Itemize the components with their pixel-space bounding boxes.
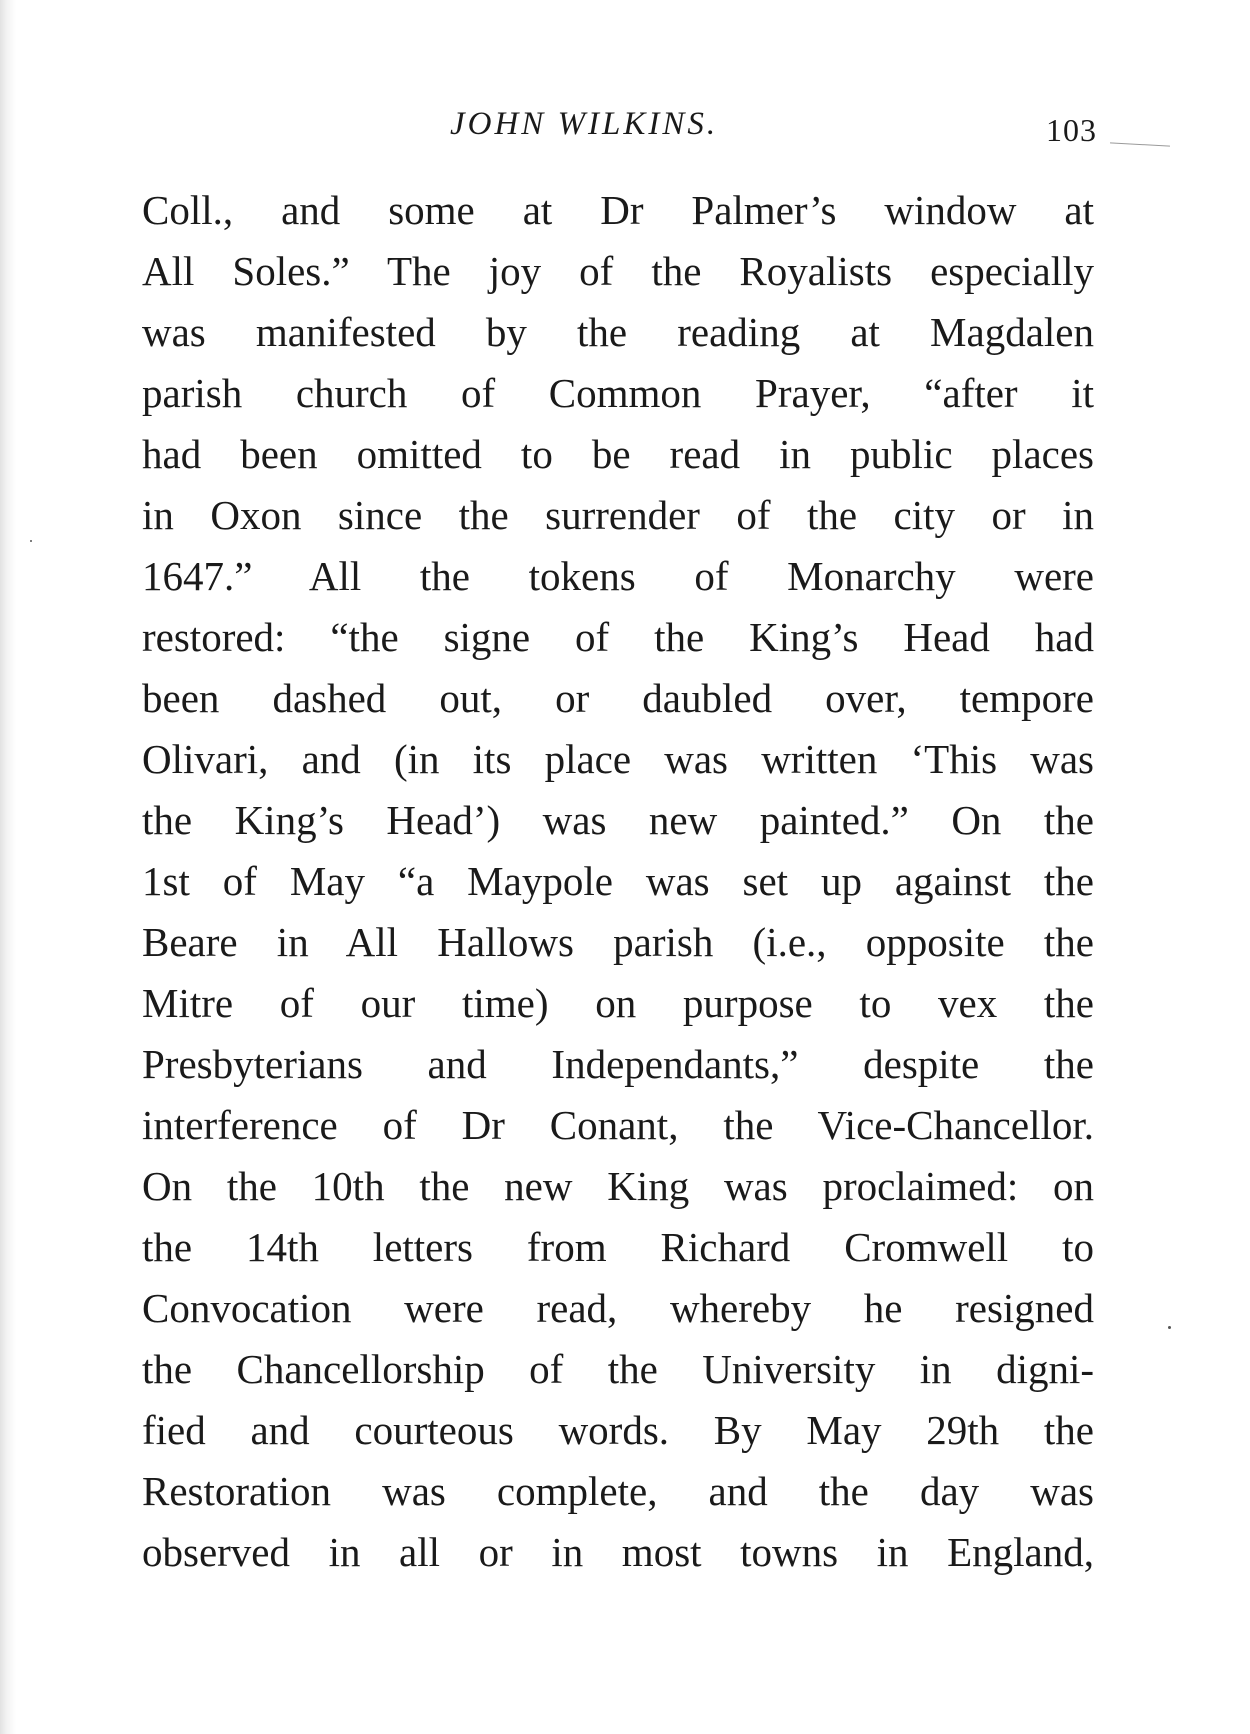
text-line: Convocation were read, whereby he resigned — [142, 1285, 1094, 1331]
page-number: 103 — [1046, 112, 1097, 148]
text-line: Coll., and some at Dr Palmer’s window at — [142, 187, 1094, 233]
text-line: Beare in All Hallows parish (i.e., opposite the — [142, 919, 1094, 965]
text-line: been dashed out, or daubled over, tempore — [142, 675, 1094, 721]
scan-edge-shadow — [0, 0, 16, 1734]
running-title: JOHN WILKINS. — [450, 106, 719, 142]
text-line: Mitre of our time) on purpose to vex the — [142, 980, 1094, 1026]
text-line: had been omitted to be read in public places — [142, 431, 1094, 477]
text-line: interference of Dr Conant, the Vice-Chancellor. — [142, 1102, 1094, 1148]
text-line: restored: “the signe of the King’s Head had — [142, 614, 1094, 660]
text-line: On the 10th the new King was proclaimed: on — [142, 1163, 1094, 1209]
text-line: Restoration was complete, and the day was — [142, 1468, 1094, 1514]
text-line: the King’s Head’) was new painted.” On the — [142, 797, 1094, 843]
text-line: parish church of Common Prayer, “after it — [142, 370, 1094, 416]
text-line: the 14th letters from Richard Cromwell to — [142, 1224, 1094, 1270]
text-line: Presbyterians and Independants,” despite the — [142, 1041, 1094, 1087]
text-line: was manifested by the reading at Magdalen — [142, 309, 1094, 355]
text-line: 1647.” All the tokens of Monarchy were — [142, 553, 1094, 599]
text-line: fied and courteous words. By May 29th the — [142, 1407, 1094, 1453]
text-line: Olivari, and (in its place was written ‘This was — [142, 736, 1094, 782]
running-head — [0, 106, 1250, 150]
text-line: observed in all or in most towns in England, — [142, 1529, 1094, 1575]
text-line: in Oxon since the surrender of the city or in — [142, 492, 1094, 538]
text-line: All Soles.” The joy of the Royalists especially — [142, 248, 1094, 294]
scan-speck — [30, 540, 32, 542]
text-line: 1st of May “a Maypole was set up against the — [142, 858, 1094, 904]
text-line: the Chancellorship of the University in digni- — [142, 1346, 1094, 1392]
body-text — [142, 180, 1094, 1583]
scan-speck — [1168, 1326, 1171, 1329]
